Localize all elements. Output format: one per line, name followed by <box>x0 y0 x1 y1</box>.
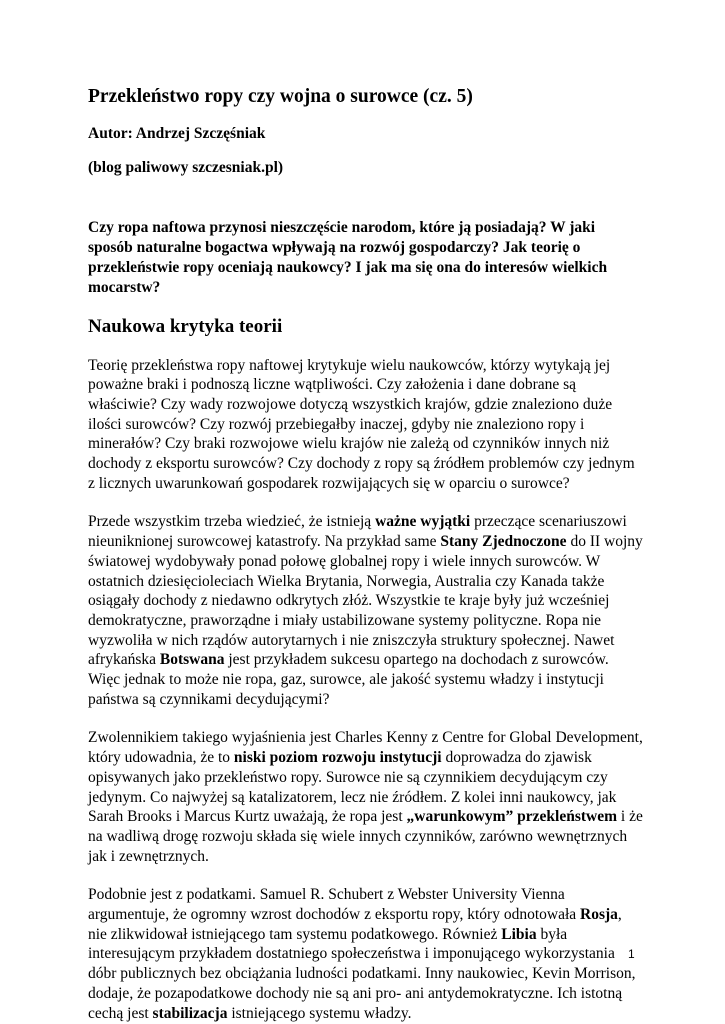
paragraph-3 <box>88 728 643 866</box>
paragraph-3-text: Zwolennikiem takiego wyjaśnienia jest Charles Kenny z Centre for Global Development, który udowadnia, że to <box>88 729 643 767</box>
paragraph-2-text: do II wojny światowej wydobywały ponad połowę globalnej ropy i wiele innych surowców. W ostatnich dziesięcioleciach Wielka Brytania, Norwegia, Australia czy Kanada także osiągały dochody z niedawno odkrytych złóż. Wszystkie te kraje były już wcześniej demokratyczne, praworządne i miały ustabilizowane systemy polityczne. Ropa nie wyzwoliła w nich rządów autorytarnych i nie zniszczyła struktury społecznej. Nawet afrykańska <box>88 533 643 669</box>
paragraph-1: Teorię przekleństwa ropy naftowej krytykuje wielu naukowców, którzy wytykają jej poważne braki i podnoszą liczne wątpliwości. Czy założenia i dane dobrane są właściwie? Czy wady rozwojowe dotyczą wszystkich krajów, gdzie znaleziono duże ilości surowców? Czy rozwój przebiegałby inaczej, gdyby nie znaleziono ropy i minerałów? Czy braki rozwojowe wielu krajów nie zależą od czynników innych niż dochody z eksportu surowców? Czy dochody z ropy są źródłem problemów czy jednym z licznych uwarunkowań gospodarek rozwijających się w oparciu o surowce? <box>88 356 635 492</box>
paragraph-2-bold: Stany Zjednoczone <box>440 533 567 551</box>
lead-paragraph: Czy ropa naftowa przynosi nieszczęście narodom, które ją posiadają? W jaki sposób naturalne bogactwa wpływają na rozwój gospodarczy? Jak teorię o przekleństwie ropy oceniają naukowcy? I jak ma się ona do interesów wielkich mocarstw? <box>88 219 608 296</box>
paragraph-2-bold: Botswana <box>159 651 225 669</box>
page-number: 1 <box>628 947 635 961</box>
paragraph-2-text: przeczące scenariuszowi nieuniknionej surowcowej katastrofy. Na przykład same <box>88 513 627 551</box>
paragraph-2 <box>88 512 643 709</box>
paragraph-4-bold: Libia <box>501 925 537 943</box>
paragraph-3-text: doprowadza do zjawisk opisywanych jako przekleństwo ropy. Surowce nie są czynnikiem decydującym czy jedynym. Co najwyżej są katalizatorem, lecz nie źródłem. Z kolei inni naukowcy, jak Sarah Brooks i Marcus Kurtz uważają, że ropa jest <box>88 749 617 826</box>
paragraph-4-text: Podobnie jest z podatkami. Samuel R. Schubert z Webster University Vienna argumentuje, że ogromny wzrost dochodów z eksportu ropy, który odnotowała <box>88 886 581 924</box>
section-heading: Naukowa krytyka teorii <box>88 315 283 337</box>
paragraph-2-bold: ważne wyjątki <box>375 513 471 531</box>
document-body <box>88 84 643 1023</box>
paragraph-2-text: jest przykładem sukcesu opartego na dochodach z surowców. Więc jednak to może nie ropa, gaz, surowce, ale jakość systemu władzy i instytucji państwa są czynnikami decydującymi? <box>88 651 609 708</box>
blog-line: (blog paliwowy szczesniak.pl) <box>88 159 284 176</box>
paragraph-4-bold: Rosja <box>580 906 618 924</box>
paragraph-4 <box>88 885 643 1023</box>
paragraph-4-text: istniejącego systemu władzy. <box>227 1004 412 1022</box>
paragraph-4-text: , nie zlikwidował istniejącego tam systemu podatkowego. Również <box>88 906 622 943</box>
paragraph-4-bold: stabilizacja <box>152 1004 228 1022</box>
paragraph-2-text: Przede wszystkim trzeba wiedzieć, że istnieją <box>88 513 376 531</box>
paragraph-3-bold: „warunkowym” przekleństwem <box>406 808 618 826</box>
paragraph-3-bold: niski poziom rozwoju instytucji <box>233 749 442 767</box>
document-title: Przekleństwo ropy czy wojna o surowce (cz. 5) <box>88 86 473 107</box>
paragraph-3-text: i że na wadliwą drogę rozwoju składa się wiele innych czynników, zarówno wewnętrznych jak i zewnętrznych. <box>88 808 643 865</box>
paragraph-4-text: była interesującym przykładem dostatniego społeczeństwa i imponującego wykorzystania dóbr publicznych bez obciążania ludności podatkami. Inny naukowiec, Kevin Morrison, dodaje, że pozapodatkowe dochody nie są ani pro- ani antydemokratyczne. Ich istotną cechą jest <box>88 925 636 1022</box>
author-line: Autor: Andrzej Szczęśniak <box>88 125 266 142</box>
